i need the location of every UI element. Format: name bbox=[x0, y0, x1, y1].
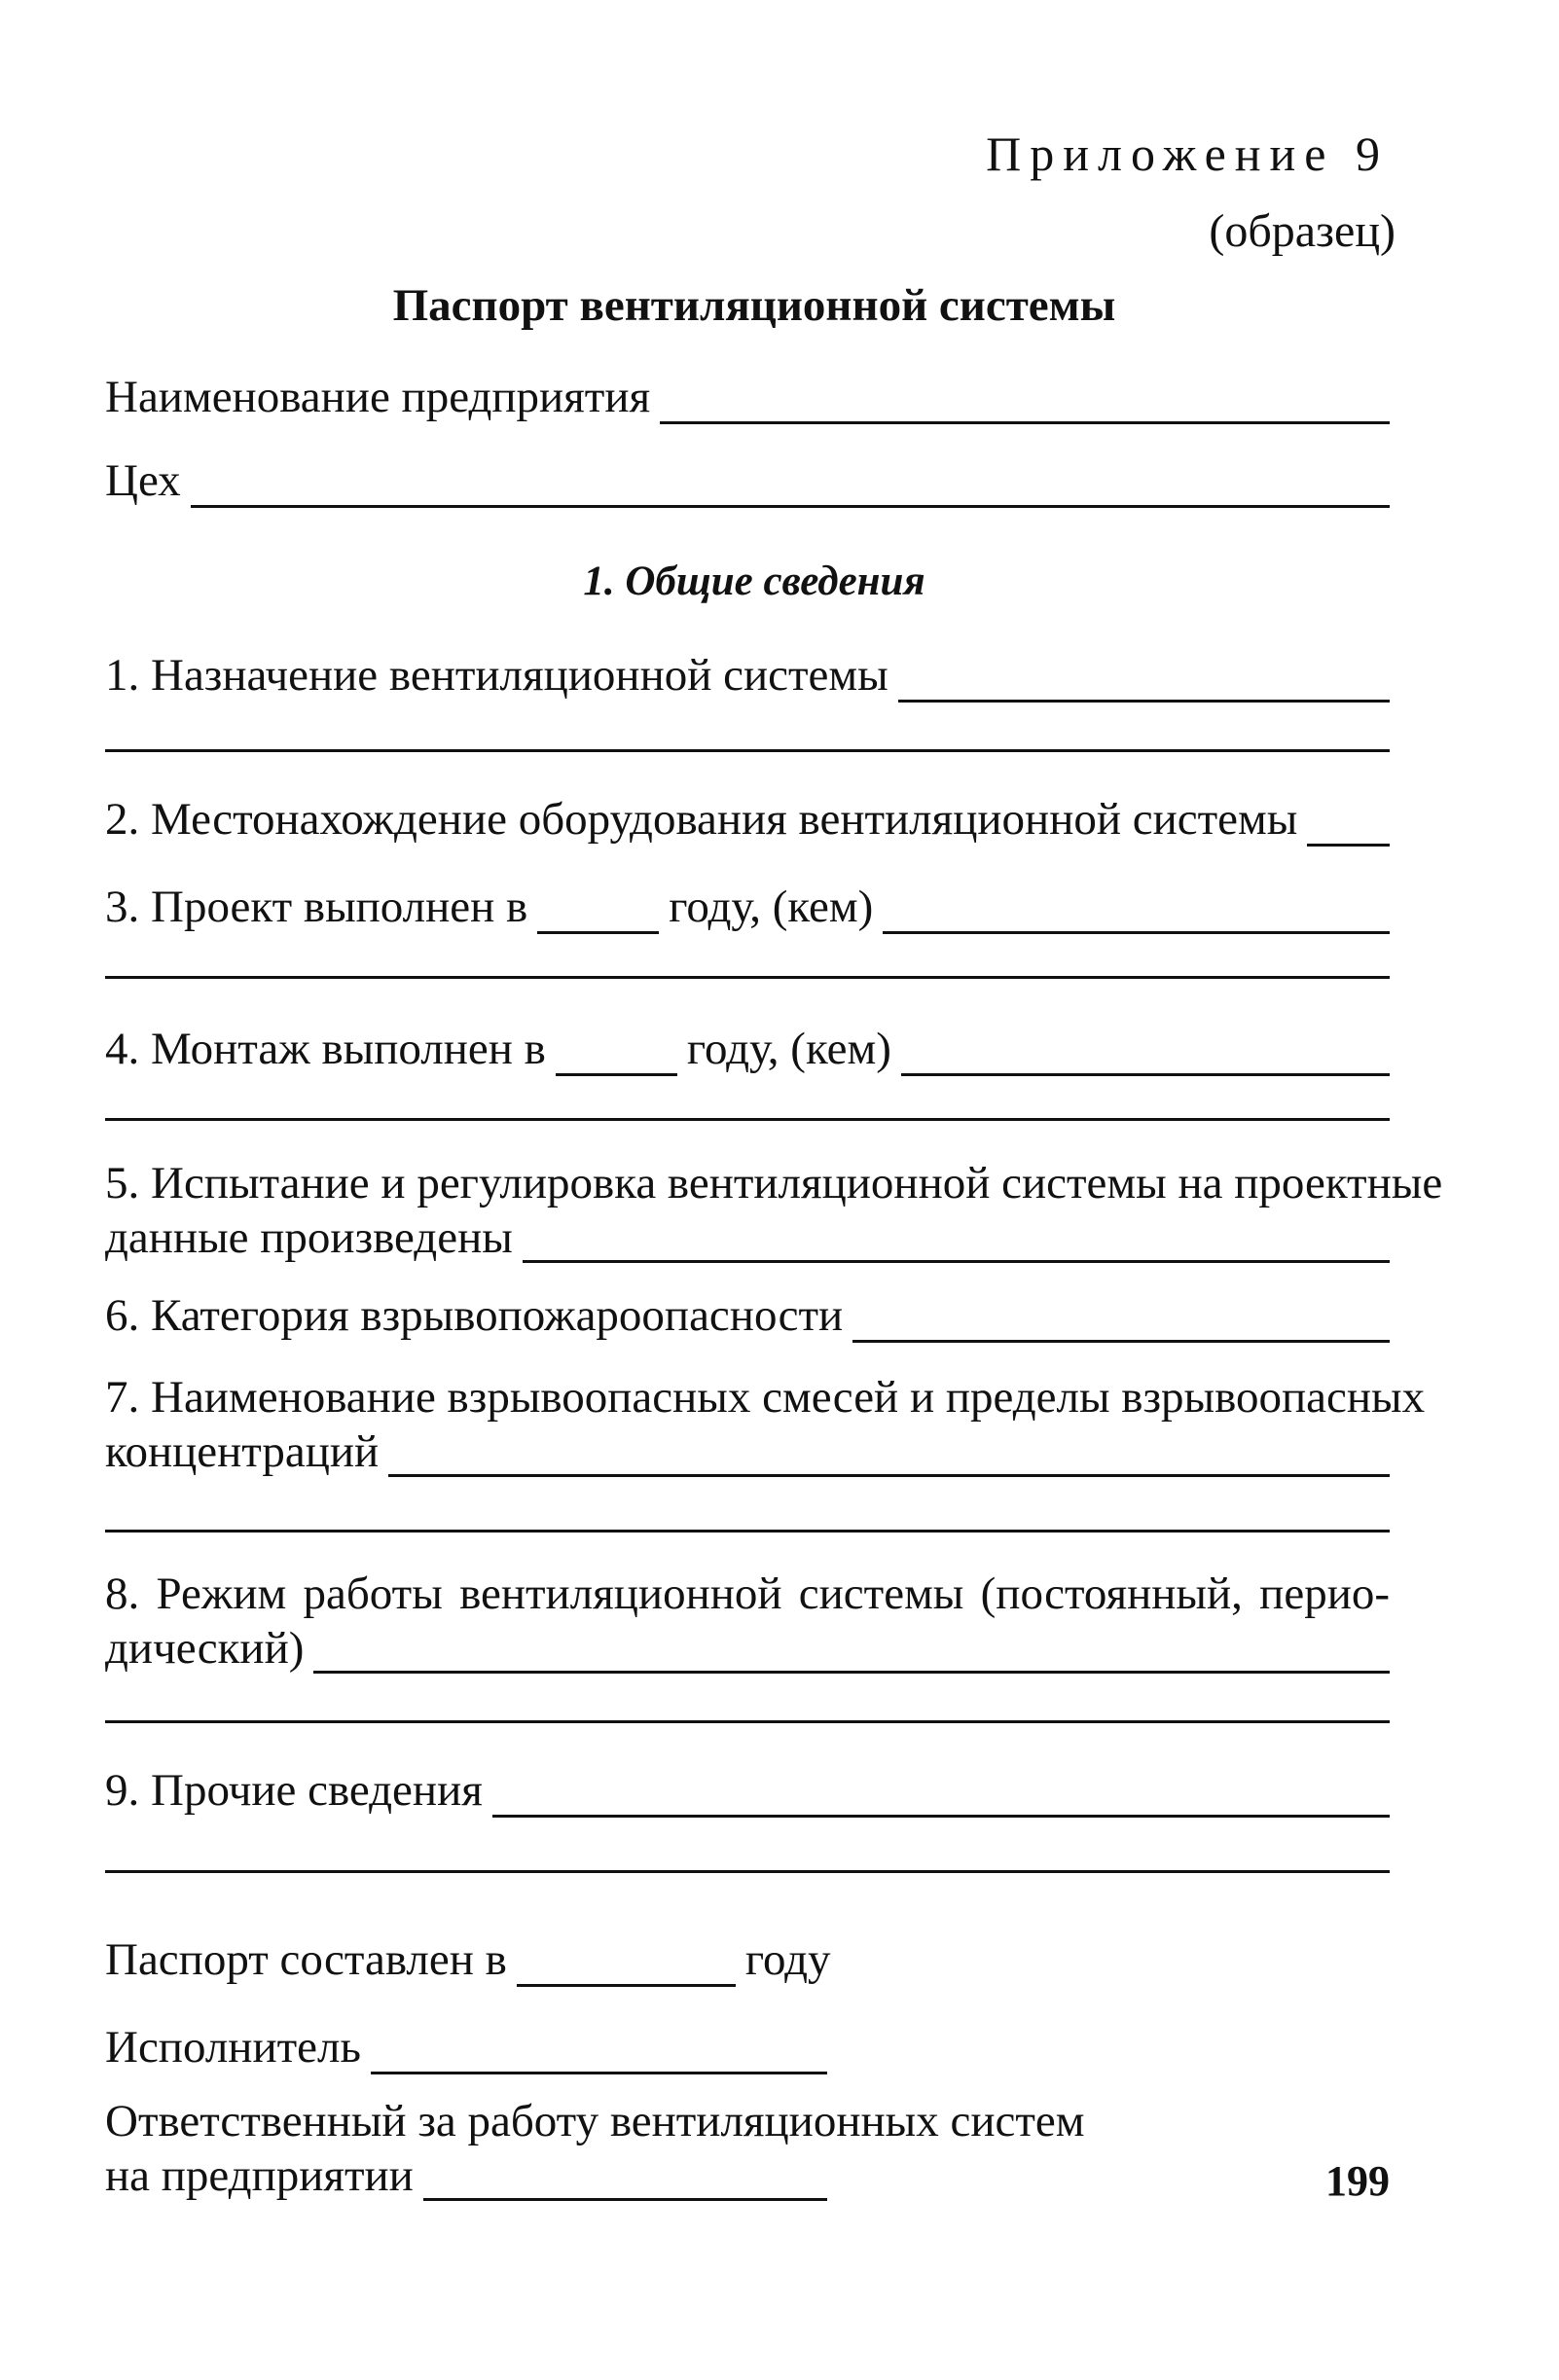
enterprise-field bbox=[105, 366, 1390, 424]
other-extra-blank[interactable] bbox=[105, 1870, 1390, 1873]
installation-middle-label: году, (кем) bbox=[686, 1024, 891, 1074]
compiled-year-blank[interactable] bbox=[517, 1938, 736, 1987]
document-title: Паспорт вентиляционной системы bbox=[392, 280, 1116, 331]
compiled-prefix: Паспорт составлен в bbox=[105, 1934, 507, 1985]
mode-line-1: 8. Режим работы вентиляционной системы (постоянный, перио- bbox=[105, 1569, 1390, 1619]
explosive-line-1: 7. Наименование взрывоопасных смесей и пределы взрывоопасных bbox=[105, 1372, 1426, 1423]
responsible-line-2: на предприятии bbox=[105, 2150, 414, 2201]
project-field bbox=[105, 876, 1390, 934]
workshop-label: Цех bbox=[105, 455, 181, 506]
workshop-blank[interactable] bbox=[191, 459, 1390, 508]
project-author-blank[interactable] bbox=[883, 885, 1390, 934]
enterprise-blank[interactable] bbox=[660, 376, 1390, 424]
other-field bbox=[105, 1759, 1390, 1818]
explosive-line-2: концентраций bbox=[105, 1426, 380, 1477]
executor-field bbox=[105, 2016, 827, 2074]
mode-blank[interactable] bbox=[313, 1625, 1390, 1674]
workshop-field bbox=[105, 450, 1390, 508]
purpose-label: 1. Назначение вентиляционной системы bbox=[105, 650, 888, 701]
testing-line-2: данные произведены bbox=[105, 1212, 513, 1263]
category-label: 6. Категория взрывопожароопасности bbox=[105, 1290, 844, 1341]
location-label: 2. Местонахождение оборудования вентиляционной системы bbox=[105, 794, 1298, 845]
project-prefix: 3. Проект выполнен в bbox=[105, 882, 528, 932]
location-field bbox=[105, 788, 1390, 847]
installation-field bbox=[105, 1018, 1390, 1076]
testing-line-1: 5. Испытание и регулировка вентиляционной системы на проектные bbox=[105, 1158, 1443, 1208]
category-blank[interactable] bbox=[852, 1294, 1390, 1343]
mode-field bbox=[105, 1569, 1390, 1674]
project-middle-label: году, (кем) bbox=[669, 882, 874, 932]
testing-field bbox=[105, 1158, 1443, 1263]
compiled-suffix: году bbox=[744, 1934, 831, 1985]
purpose-field bbox=[105, 644, 1390, 703]
sample-label: (образец) bbox=[1209, 205, 1396, 257]
enterprise-label: Наименование предприятия bbox=[105, 372, 651, 422]
testing-blank[interactable] bbox=[523, 1214, 1390, 1263]
installation-prefix: 4. Монтаж выполнен в bbox=[105, 1024, 546, 1074]
mode-line-2: дический) bbox=[105, 1623, 305, 1674]
explosive-mixtures-field bbox=[105, 1372, 1426, 1477]
location-blank[interactable] bbox=[1307, 798, 1390, 847]
compiled-field bbox=[105, 1929, 884, 1987]
installation-author-blank[interactable] bbox=[901, 1028, 1390, 1076]
executor-label: Исполнитель bbox=[105, 2022, 361, 2073]
purpose-blank[interactable] bbox=[898, 654, 1390, 703]
category-field bbox=[105, 1284, 1390, 1343]
installation-extra-blank[interactable] bbox=[105, 1118, 1390, 1121]
purpose-extra-blank[interactable] bbox=[105, 749, 1390, 752]
page-number: 199 bbox=[1325, 2157, 1390, 2205]
other-label: 9. Прочие сведения bbox=[105, 1765, 483, 1816]
project-year-blank[interactable] bbox=[537, 885, 659, 934]
project-extra-blank[interactable] bbox=[105, 976, 1390, 979]
responsible-line-1: Ответственный за работу вентиляционных систем bbox=[105, 2096, 1085, 2146]
mode-extra-blank[interactable] bbox=[105, 1720, 1390, 1723]
appendix-label: Приложение 9 bbox=[986, 126, 1389, 181]
executor-blank[interactable] bbox=[371, 2026, 827, 2074]
responsible-blank[interactable] bbox=[423, 2152, 827, 2201]
explosive-extra-blank[interactable] bbox=[105, 1530, 1390, 1533]
responsible-field bbox=[105, 2096, 1085, 2201]
other-blank[interactable] bbox=[492, 1769, 1390, 1818]
explosive-blank[interactable] bbox=[388, 1428, 1390, 1477]
installation-year-blank[interactable] bbox=[556, 1028, 677, 1076]
section-title: 1. Общие сведения bbox=[583, 559, 925, 604]
